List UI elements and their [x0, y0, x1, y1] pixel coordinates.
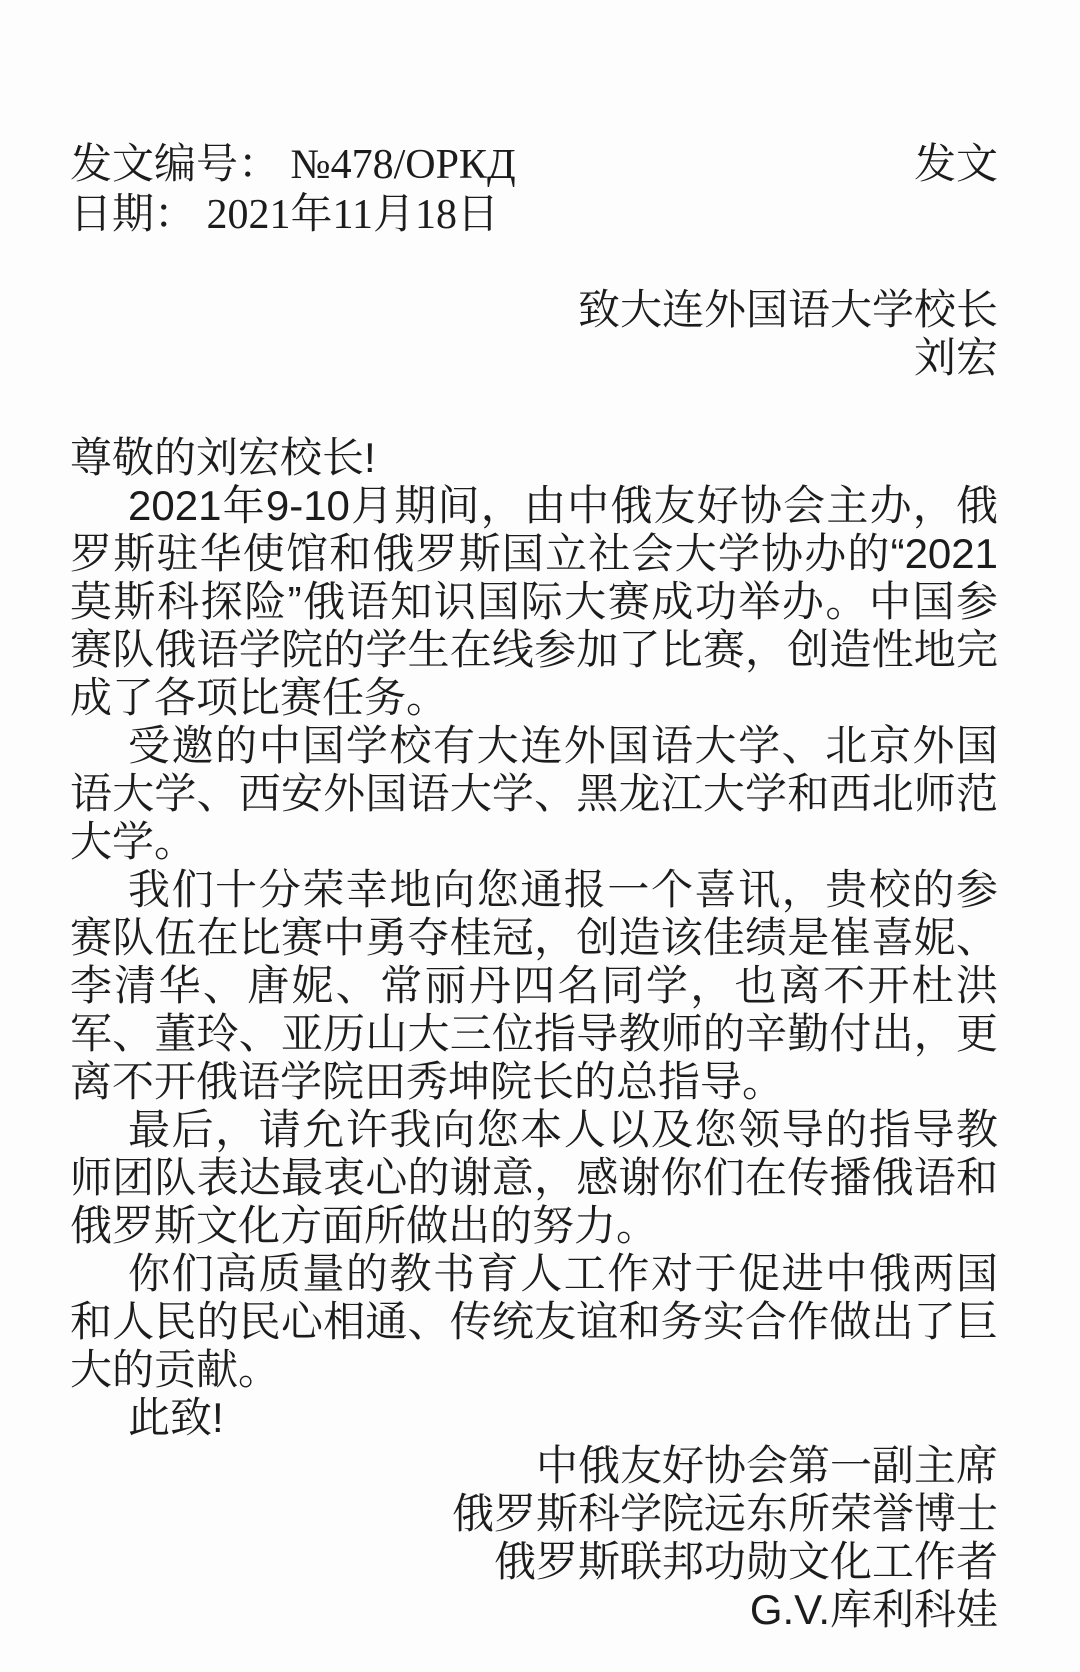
body-paragraph-3: 我们十分荣幸地向您通报一个喜讯，贵校的参赛队伍在比赛中勇夺桂冠，创造该佳绩是崔喜妮、李清华、唐妮、常丽丹四名同学，也离不开杜洪军、董玲、亚历山大三位指导教师的辛勤付出，更离不开俄语学院田秀坤院长的总指导。: [70, 866, 998, 1105]
signatory-title-2: 俄罗斯科学院远东所荣誉博士: [451, 1490, 998, 1537]
doc-date: 日期： 2021年11月18日: [70, 192, 499, 238]
doc-date-prefix: 发文: [913, 142, 998, 188]
recipient-title: 致大连外国语大学校长: [577, 286, 998, 333]
doc-number-line: [70, 140, 998, 190]
body-paragraph-4: 最后，请允许我向您本人以及您领导的指导教师团队表达最衷心的谢意，感谢你们在传播俄语和俄罗斯文化方面所做出的努力。: [70, 1106, 998, 1249]
closing-phrase: 此致!: [128, 1394, 224, 1441]
salutation: 尊敬的刘宏校长!: [70, 434, 376, 481]
body-paragraph-5: 你们高质量的教书育人工作对于促进中俄两国和人民的民心相通、传统友谊和务实合作做出了巨大的贡献。: [70, 1250, 998, 1393]
signatory-title-1: 中俄友好协会第一副主席: [535, 1442, 998, 1489]
doc-number: 发文编号： №478/ОРКД: [70, 142, 516, 188]
signatory-title-3: 俄罗斯联邦功勋文化工作者: [493, 1538, 998, 1585]
recipient-name: 刘宏: [913, 334, 998, 381]
recipient-block: [70, 286, 998, 382]
letter-header: [70, 140, 998, 240]
body-paragraph-1: 2021年9-10月期间，由中俄友好协会主办，俄罗斯驻华使馆和俄罗斯国立社会大学协办的“2021莫斯科探险”俄语知识国际大赛成功举办。中国参赛队俄语学院的学生在线参加了比赛，创造性地完成了各项比赛任务。: [70, 482, 998, 721]
body-paragraph-2: 受邀的中国学校有大连外国语大学、北京外国语大学、西安外国语大学、黑龙江大学和西北师范大学。: [70, 722, 998, 865]
signatory-name: G.V.库利科娃: [749, 1586, 998, 1633]
signature-block: [70, 1442, 998, 1634]
